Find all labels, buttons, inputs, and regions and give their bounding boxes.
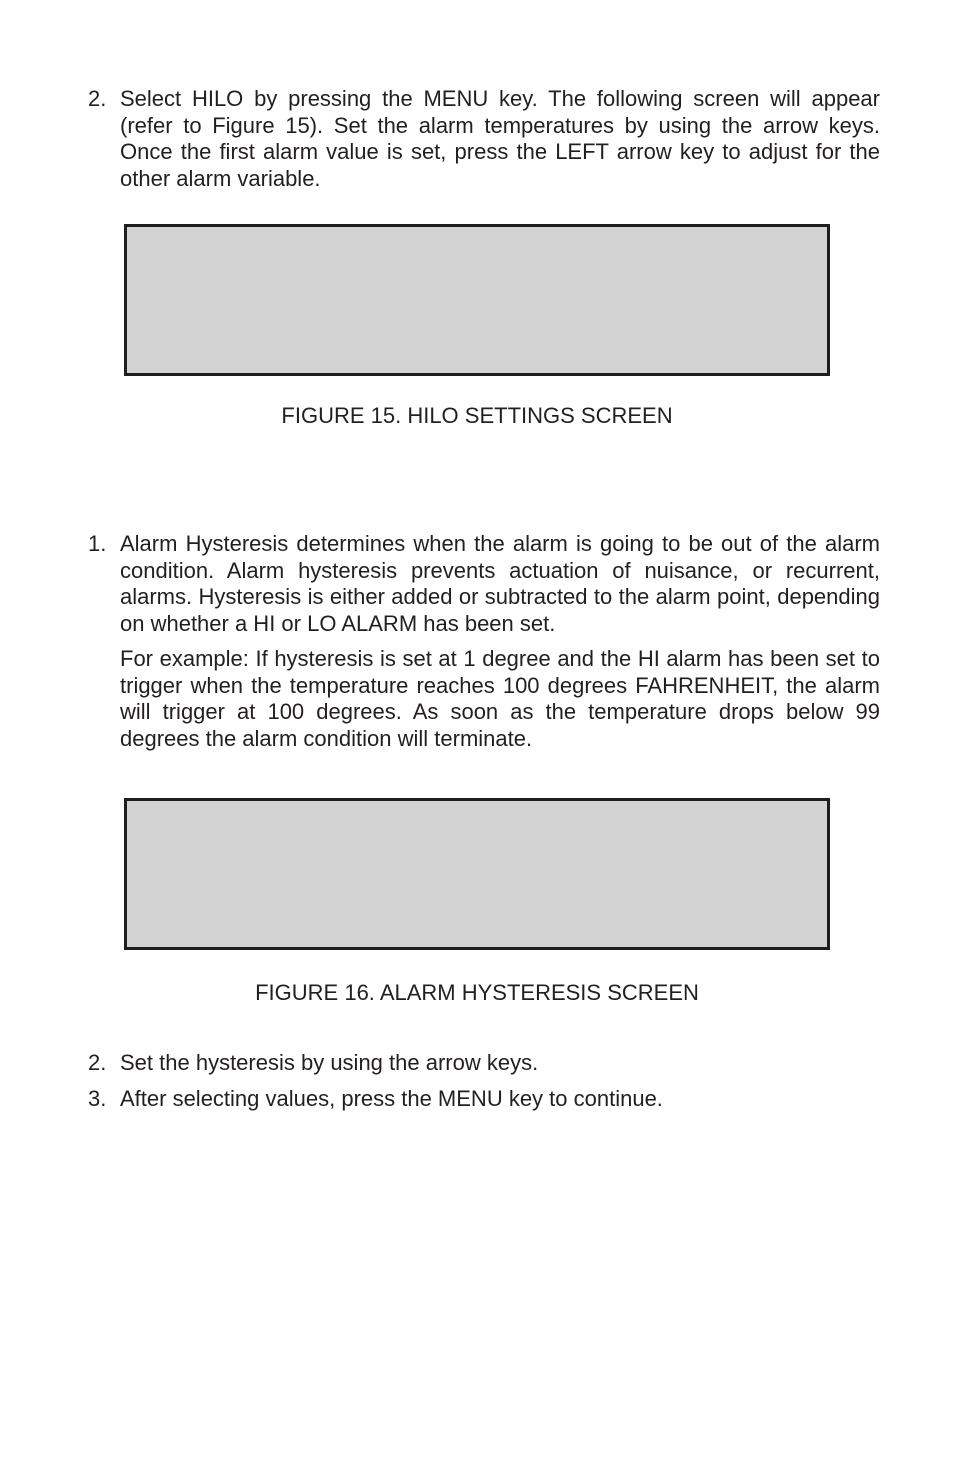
step-text: Select HILO by pressing the MENU key. The following screen will appear (refer to Figure 15). Set the alarm temperatures by using the arrow keys. Once the first alarm value is set, press the LEFT arrow key to adjust for the other alarm variable.: [120, 86, 880, 191]
step-number: 2.: [88, 1050, 107, 1075]
hysteresis-example: For example: If hysteresis is set at 1 degree and the HI alarm has been set to trigger when the temperature reaches 100 degrees FAHRENHEIT, the alarm will trigger at 100 degrees. As soon as the temperature drops below 99 degrees the alarm condition will terminate.: [120, 646, 880, 751]
step-number: 1.: [88, 531, 107, 556]
step-3-continue: [88, 1086, 880, 1113]
step-text: Alarm Hysteresis determines when the alarm is going to be out of the alarm condition. Alarm hysteresis prevents actuation of nuisance, or recurrent, alarms. Hysteresis is either added or subtracted to the alarm point, depending on whether a HI or LO ALARM has been set.: [120, 531, 880, 636]
alarm-hysteresis-screen: [124, 798, 830, 950]
step-number: 2.: [88, 86, 107, 111]
step-1-alarm-hysteresis: [88, 531, 880, 637]
step-text: After selecting values, press the MENU key to continue.: [120, 1086, 663, 1111]
step-text: Set the hysteresis by using the arrow keys.: [120, 1050, 539, 1075]
step-number: 3.: [88, 1086, 107, 1111]
step-2-set-hysteresis: [88, 1050, 880, 1077]
hilo-settings-screen: [124, 224, 830, 376]
step-2-hilo: [88, 86, 880, 192]
figure-15-caption: FIGURE 15. HILO SETTINGS SCREEN: [281, 403, 673, 428]
figure-16-caption: FIGURE 16. ALARM HYSTERESIS SCREEN: [255, 980, 699, 1005]
